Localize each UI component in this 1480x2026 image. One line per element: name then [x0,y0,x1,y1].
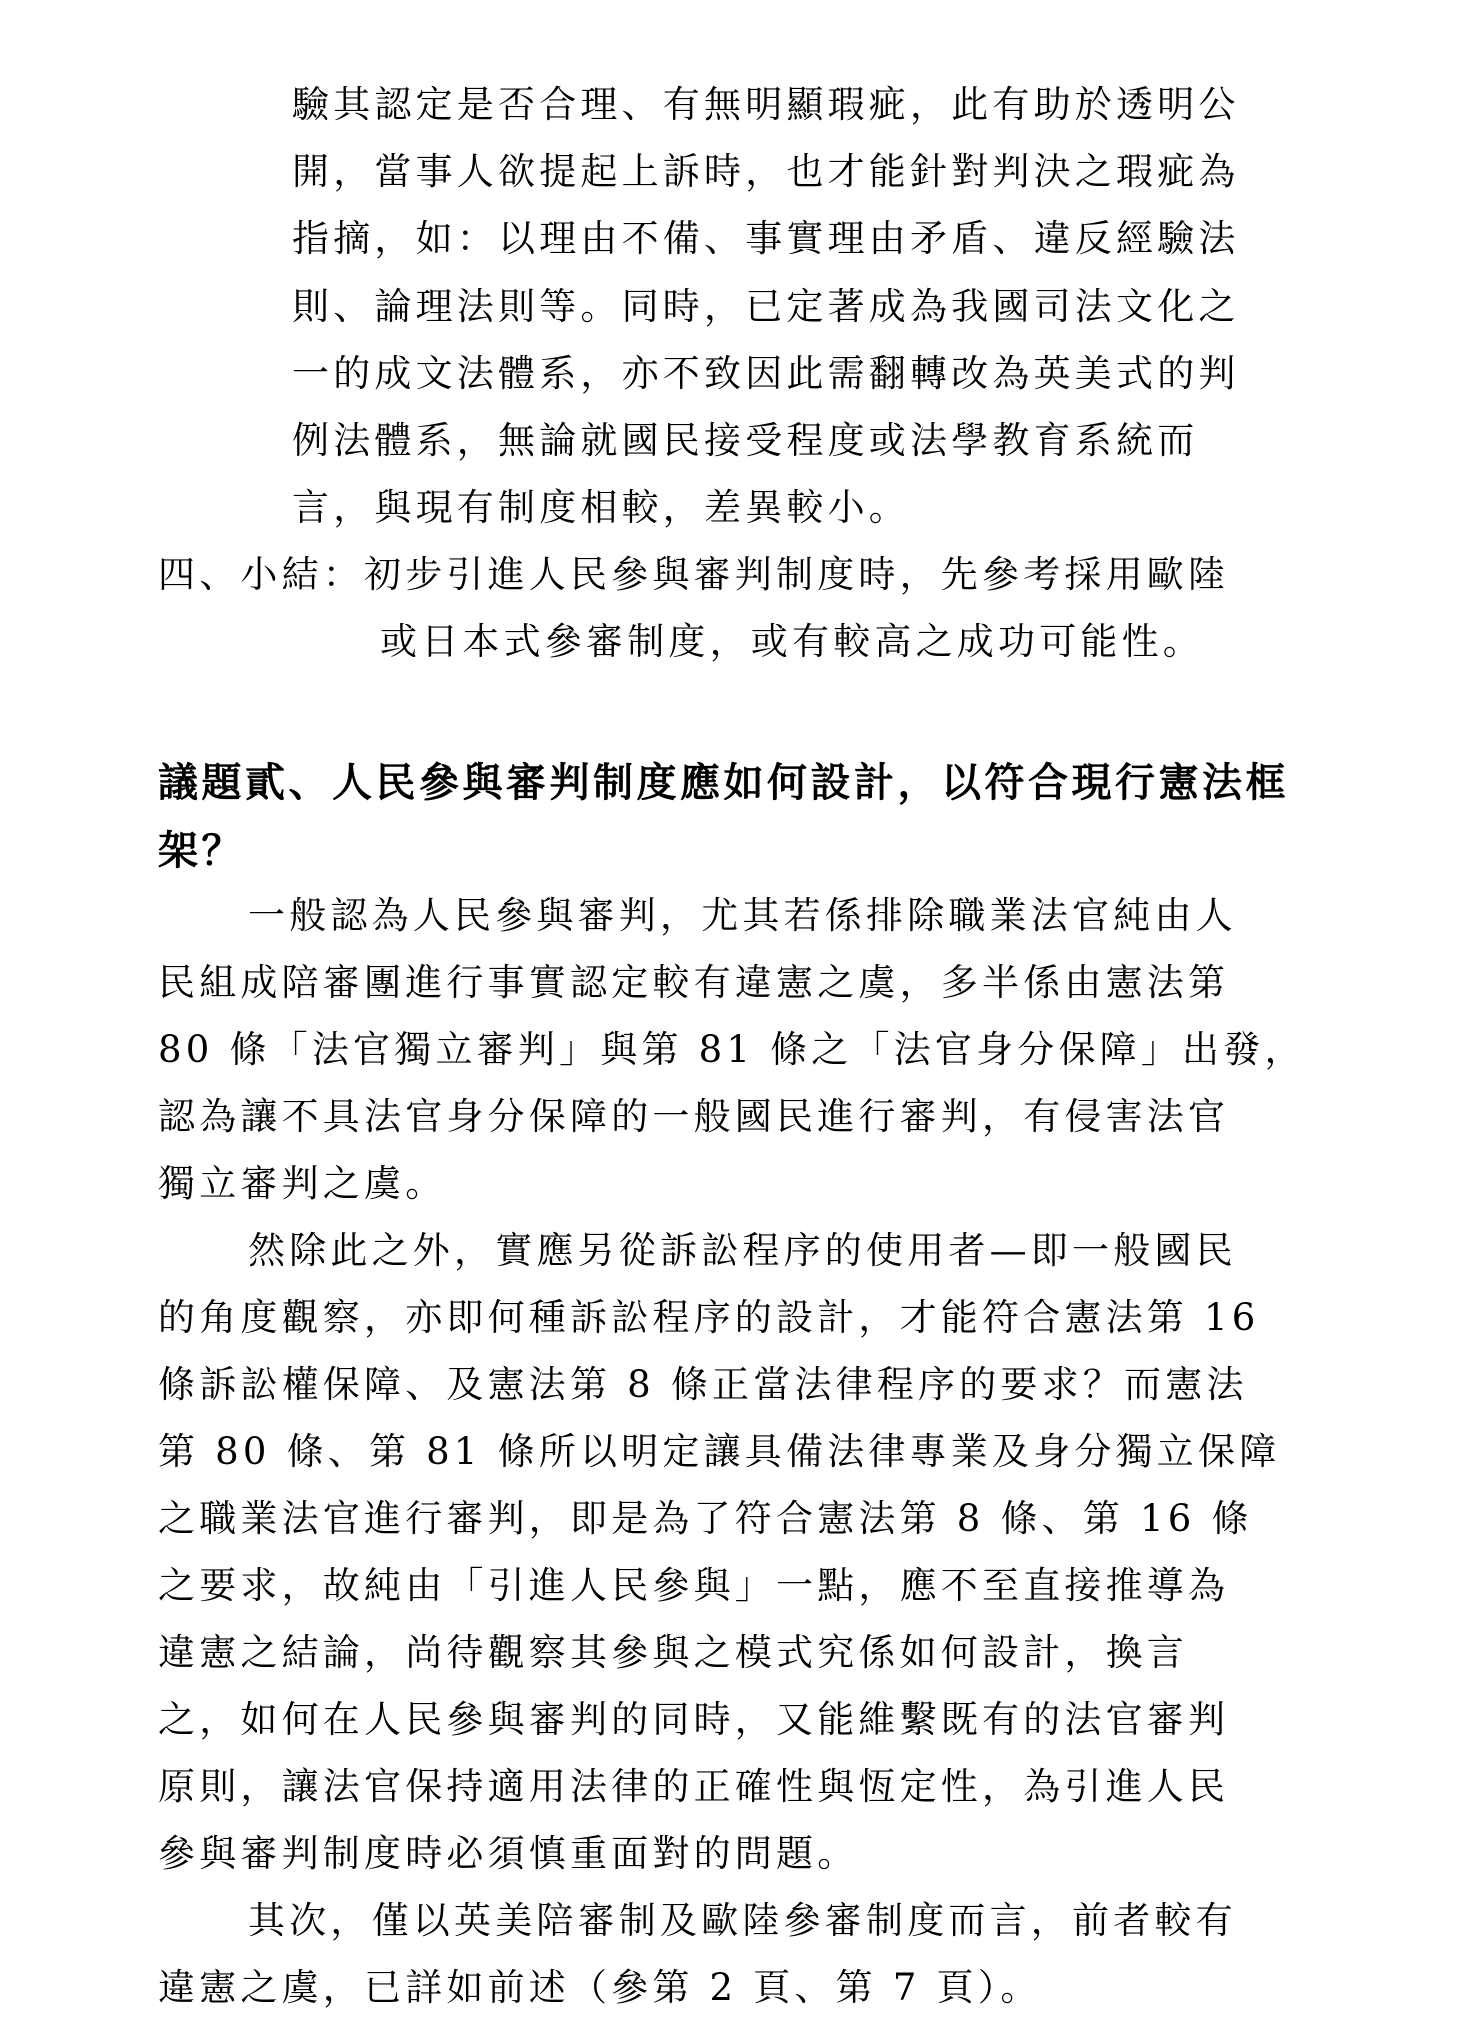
paragraph-line: 第 80 條、第 81 條所以明定讓具備法律專業及身分獨立保障 [158,1430,1281,1473]
text-line: 例法體系，無論就國民接受程度或法學教育系統而 [292,419,1199,462]
paragraph-line: 一般認為人民參與審判，尤其若係排除職業法官純由人 [248,894,1237,937]
text-line: 言，與現有制度相較，差異較小。 [292,486,910,529]
paragraph-line: 參與審判制度時必須慎重面對的問題。 [158,1832,859,1875]
paragraph-line: 民組成陪審團進行事實認定較有違憲之虞，多半係由憲法第 [158,961,1230,1004]
paragraph-line: 80 條「法官獨立審判」與第 81 條之「法官身分保障」出發， [158,1028,1306,1071]
paragraph-line: 違憲之虞，已詳如前述（參第 2 頁、第 7 頁）。 [158,1966,1042,2009]
paragraph-line: 獨立審判之虞。 [158,1162,447,1205]
section-heading: 架？ [158,827,245,874]
paragraph-line: 違憲之結論，尚待觀察其參與之模式究係如何設計，換言 [158,1631,1188,1674]
paragraph-line: 之，如何在人民參與審判的同時，又能維繫既有的法官審判 [158,1698,1230,1741]
text-line: 指摘，如：以理由不備、事實理由矛盾、違反經驗法 [292,217,1240,260]
paragraph-line: 條訴訟權保障、及憲法第 8 條正當法律程序的要求？而憲法 [158,1363,1248,1406]
text-line: 開，當事人欲提起上訴時，也才能針對判決之瑕疵為 [292,150,1240,193]
paragraph-line: 認為讓不具法官身分保障的一般國民進行審判，有侵害法官 [158,1095,1230,1138]
summary-line: 或日本式參審制度，或有較高之成功可能性。 [380,620,1204,663]
paragraph-line: 之職業法官進行審判，即是為了符合憲法第 8 條、第 16 條 [158,1497,1253,1540]
paragraph-line: 之要求，故純由「引進人民參與」一點，應不至直接推導為 [158,1564,1230,1607]
paragraph-line: 的角度觀察，亦即何種訴訟程序的設計，才能符合憲法第 16 [158,1296,1260,1339]
text-line: 則、論理法則等。同時，已定著成為我國司法文化之 [292,285,1240,328]
text-line: 驗其認定是否合理、有無明顯瑕疵，此有助於透明公 [292,83,1240,126]
paragraph-line: 原則，讓法官保持適用法律的正確性與恆定性，為引進人民 [158,1765,1230,1808]
paragraph-line: 然除此之外，實應另從訴訟程序的使用者—即一般國民 [248,1229,1237,1272]
section-heading: 議題貳、人民參與審判制度應如何設計，以符合現行憲法框 [158,759,1289,806]
text-line: 一的成文法體系，亦不致因此需翻轉改為英美式的判 [292,352,1240,395]
paragraph-line: 其次，僅以英美陪審制及歐陸參審制度而言，前者較有 [248,1899,1237,1942]
summary-line: 四、小結：初步引進人民參與審判制度時，先參考採用歐陸 [158,553,1230,596]
